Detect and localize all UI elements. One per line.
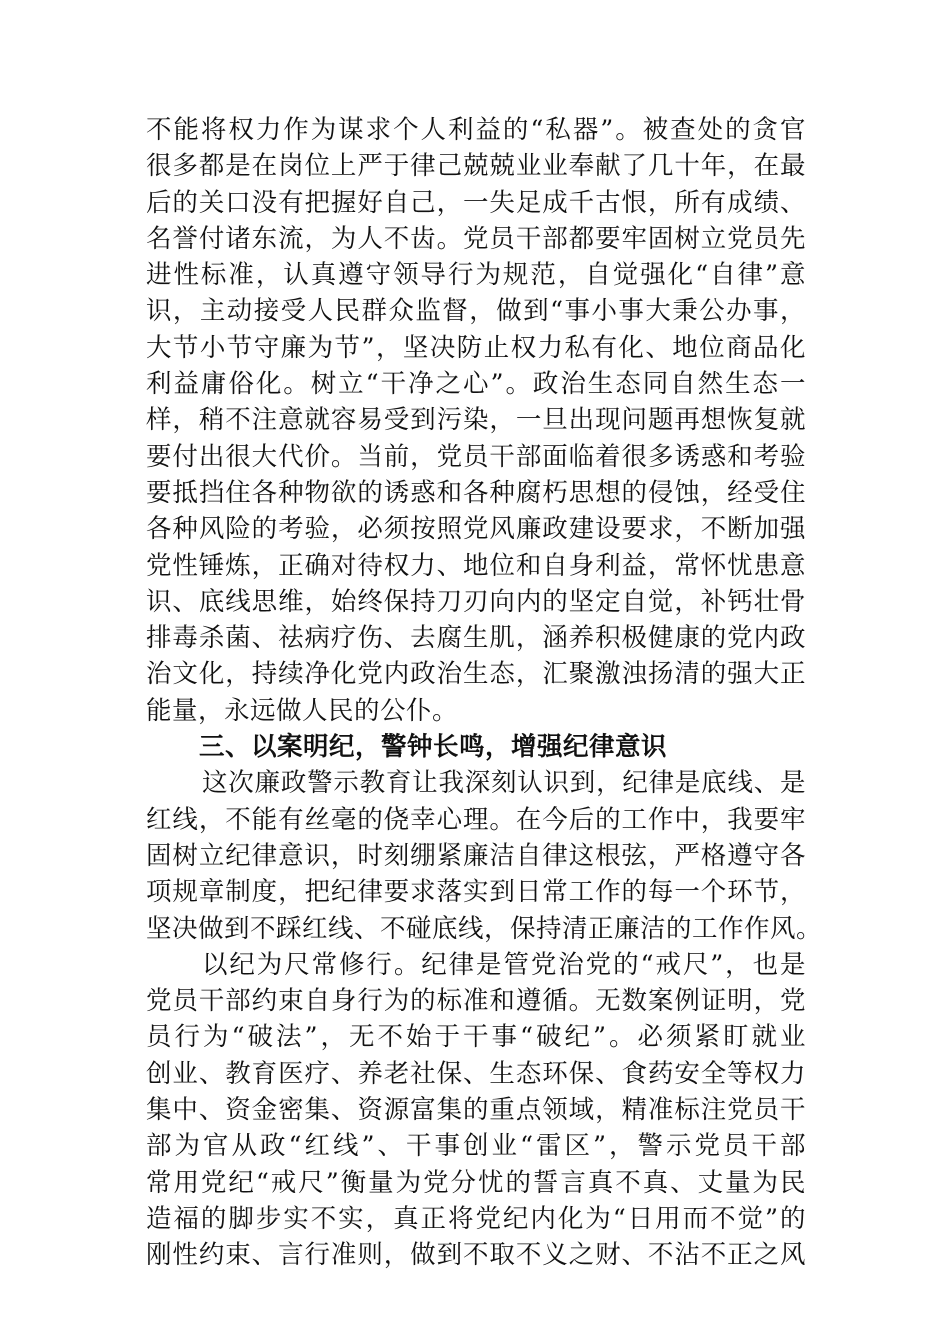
section-heading: 三、以案明纪，警钟长鸣，增强纪律意识 [199,732,668,763]
text-line: 部为官从政“红线”、干事创业“雷区”，警示党员干部 [146,1131,806,1162]
text-line: 进性标准，认真遵守领导行为规范，自觉强化“自律”意 [146,260,806,291]
text-line: 固树立纪律意识，时刻绷紧廉洁自律这根弦，严格遵守各 [146,840,806,871]
text-line: 刚性约束、言行准则，做到不取不义之财、不沾不正之风 [146,1240,806,1271]
text-line: 造福的脚步实不实，真正将党纪内化为“日用而不觉”的 [146,1203,806,1234]
text-line: 排毒杀菌、祛病疗伤、去腐生肌，涵养积极健康的党内政 [146,623,806,654]
text-line: 这次廉政警示教育让我深刻认识到，纪律是底线、是 [202,768,806,799]
document-page [146,112,823,1274]
text-line: 项规章制度，把纪律要求落实到日常工作的每一个环节， [146,877,806,908]
text-line: 集中、资金密集、资源富集的重点领域，精准标注党员干 [146,1095,806,1126]
text-line: 创业、教育医疗、养老社保、生态环保、食药安全等权力 [146,1058,806,1089]
text-line: 以纪为尺常修行。纪律是管党治党的“戒尺”，也是 [202,949,806,980]
paragraph-discipline-ruler [146,947,806,1274]
text-line: 坚决做到不踩红线、不碰底线，保持清正廉洁的工作作风。 [146,913,823,944]
paragraph-discipline-awareness [146,765,823,946]
text-line: 员行为“破法”，无不始于干事“破纪”。必须紧盯就业 [146,1022,806,1053]
text-line: 党员干部约束自身行为的标准和遵循。无数案例证明，党 [146,986,806,1017]
text-line: 后的关口没有把握好自己，一失足成千古恨，所有成绩、 [146,187,806,218]
text-line: 要付出很大代价。当前，党员干部面临着很多诱惑和考验 [146,441,806,472]
paragraph-power-discipline [146,112,806,729]
text-line: 常用党纪“戒尺”衡量为党分忧的誓言真不真、丈量为民 [146,1167,806,1198]
text-line: 能量，永远做人民的公仆。 [146,695,459,726]
text-line: 识、底线思维，始终保持刀刃向内的坚定自觉，补钙壮骨 [146,586,806,617]
text-line: 名誉付诸东流，为人不齿。党员干部都要牢固树立党员先 [146,223,806,254]
text-line: 各种风险的考验，必须按照党风廉政建设要求，不断加强 [146,514,806,545]
text-line: 要抵挡住各种物欲的诱惑和各种腐朽思想的侵蚀，经受住 [146,477,806,508]
text-line: 样，稍不注意就容易受到污染，一旦出现问题再想恢复就 [146,405,806,436]
text-line: 党性锤炼，正确对待权力、地位和自身利益，常怀忧患意 [146,550,806,581]
text-line: 红线，不能有丝毫的侥幸心理。在今后的工作中，我要牢 [146,804,806,835]
text-line: 不能将权力作为谋求个人利益的“私器”。被查处的贪官 [146,115,806,145]
text-line: 利益庸俗化。树立“干净之心”。政治生态同自然生态一 [146,369,806,400]
text-line: 治文化，持续净化党内政治生态，汇聚激浊扬清的强大正 [146,659,806,690]
text-line: 很多都是在岗位上严于律己兢兢业业奉献了几十年，在最 [146,151,806,182]
text-line: 大节小节守廉为节”，坚决防止权力私有化、地位商品化 [146,332,806,363]
text-line: 识，主动接受人民群众监督，做到“事小事大秉公办事， [146,296,806,327]
